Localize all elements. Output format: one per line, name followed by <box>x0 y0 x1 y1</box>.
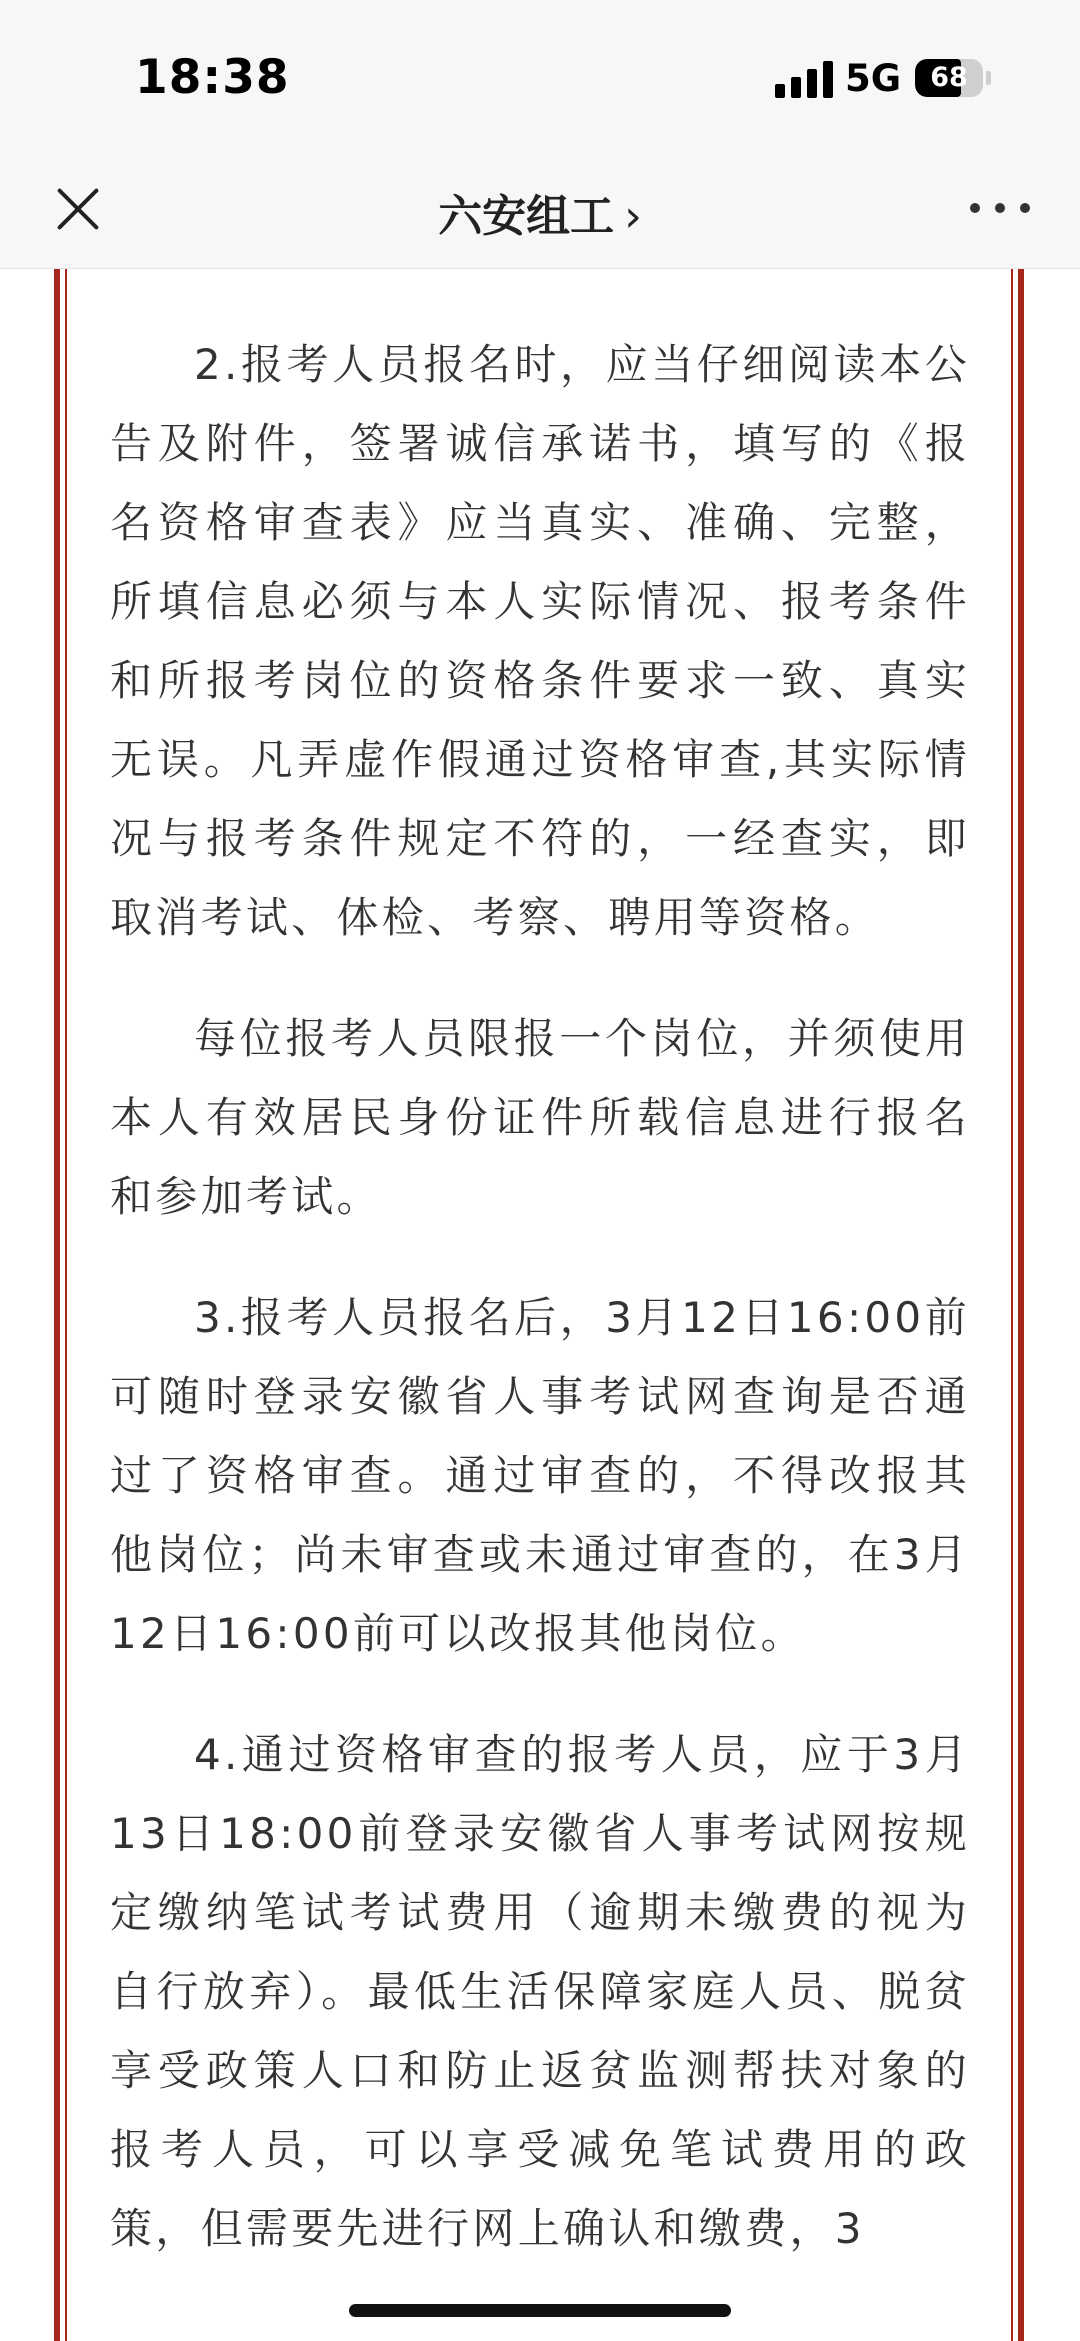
status-bar <box>0 0 1080 150</box>
battery-level: 68 <box>930 62 968 93</box>
battery-tip <box>986 71 991 85</box>
more-button[interactable] <box>970 188 1030 228</box>
account-title-button[interactable] <box>0 180 1080 244</box>
article-body[interactable] <box>0 269 1080 2341</box>
account-name: 六安组工 <box>438 191 615 242</box>
right-border-outer <box>1018 269 1024 2341</box>
battery-icon <box>915 59 983 97</box>
signal-icon <box>775 60 837 98</box>
article-content <box>110 325 970 2310</box>
left-border-inner <box>65 269 67 2341</box>
article-paragraph: 每位报考人员限报一个岗位，并须使用本人有效居民身份证件所载信息进行报名和参加考试。 <box>110 1014 970 1221</box>
nav-bar <box>0 150 1080 269</box>
network-label: 5G <box>845 57 902 100</box>
article-paragraph: 3.报考人员报名后，3月12日16:00前可随时登录安徽省人事考试网查询是否通过了资格审查。通过审查的，不得改报其他岗位；尚未审查或未通过审查的，在3月12日16:00前可以改报其他岗位。 <box>110 1293 970 1658</box>
home-indicator[interactable] <box>349 2304 731 2317</box>
left-border-outer <box>54 269 60 2341</box>
right-border-inner <box>1011 269 1013 2341</box>
status-time: 18:38 <box>135 50 290 105</box>
article-paragraph: 4.通过资格审查的报考人员，应于3月13日18:00前登录安徽省人事考试网按规定缴纳笔试考试费用（逾期未缴费的视为自行放弃）。最低生活保障家庭人员、脱贫享受政策人口和防止返贫监测帮扶对象的报考人员，可以享受减免笔试费用的政策，但需要先进行网上确认和缴费，3 <box>110 1730 970 2253</box>
chevron-right-icon: › <box>624 191 642 242</box>
article-paragraph: 2.报考人员报名时，应当仔细阅读本公告及附件，签署诚信承诺书，填写的《报名资格审查表》应当真实、准确、完整，所填信息必须与本人实际情况、报考条件和所报考岗位的资格条件要求一致、真实无误。凡弄虚作假通过资格审查,其实际情况与报考条件规定不符的，一经查实，即取消考试、体检、考察、聘用等资格。 <box>110 340 970 942</box>
